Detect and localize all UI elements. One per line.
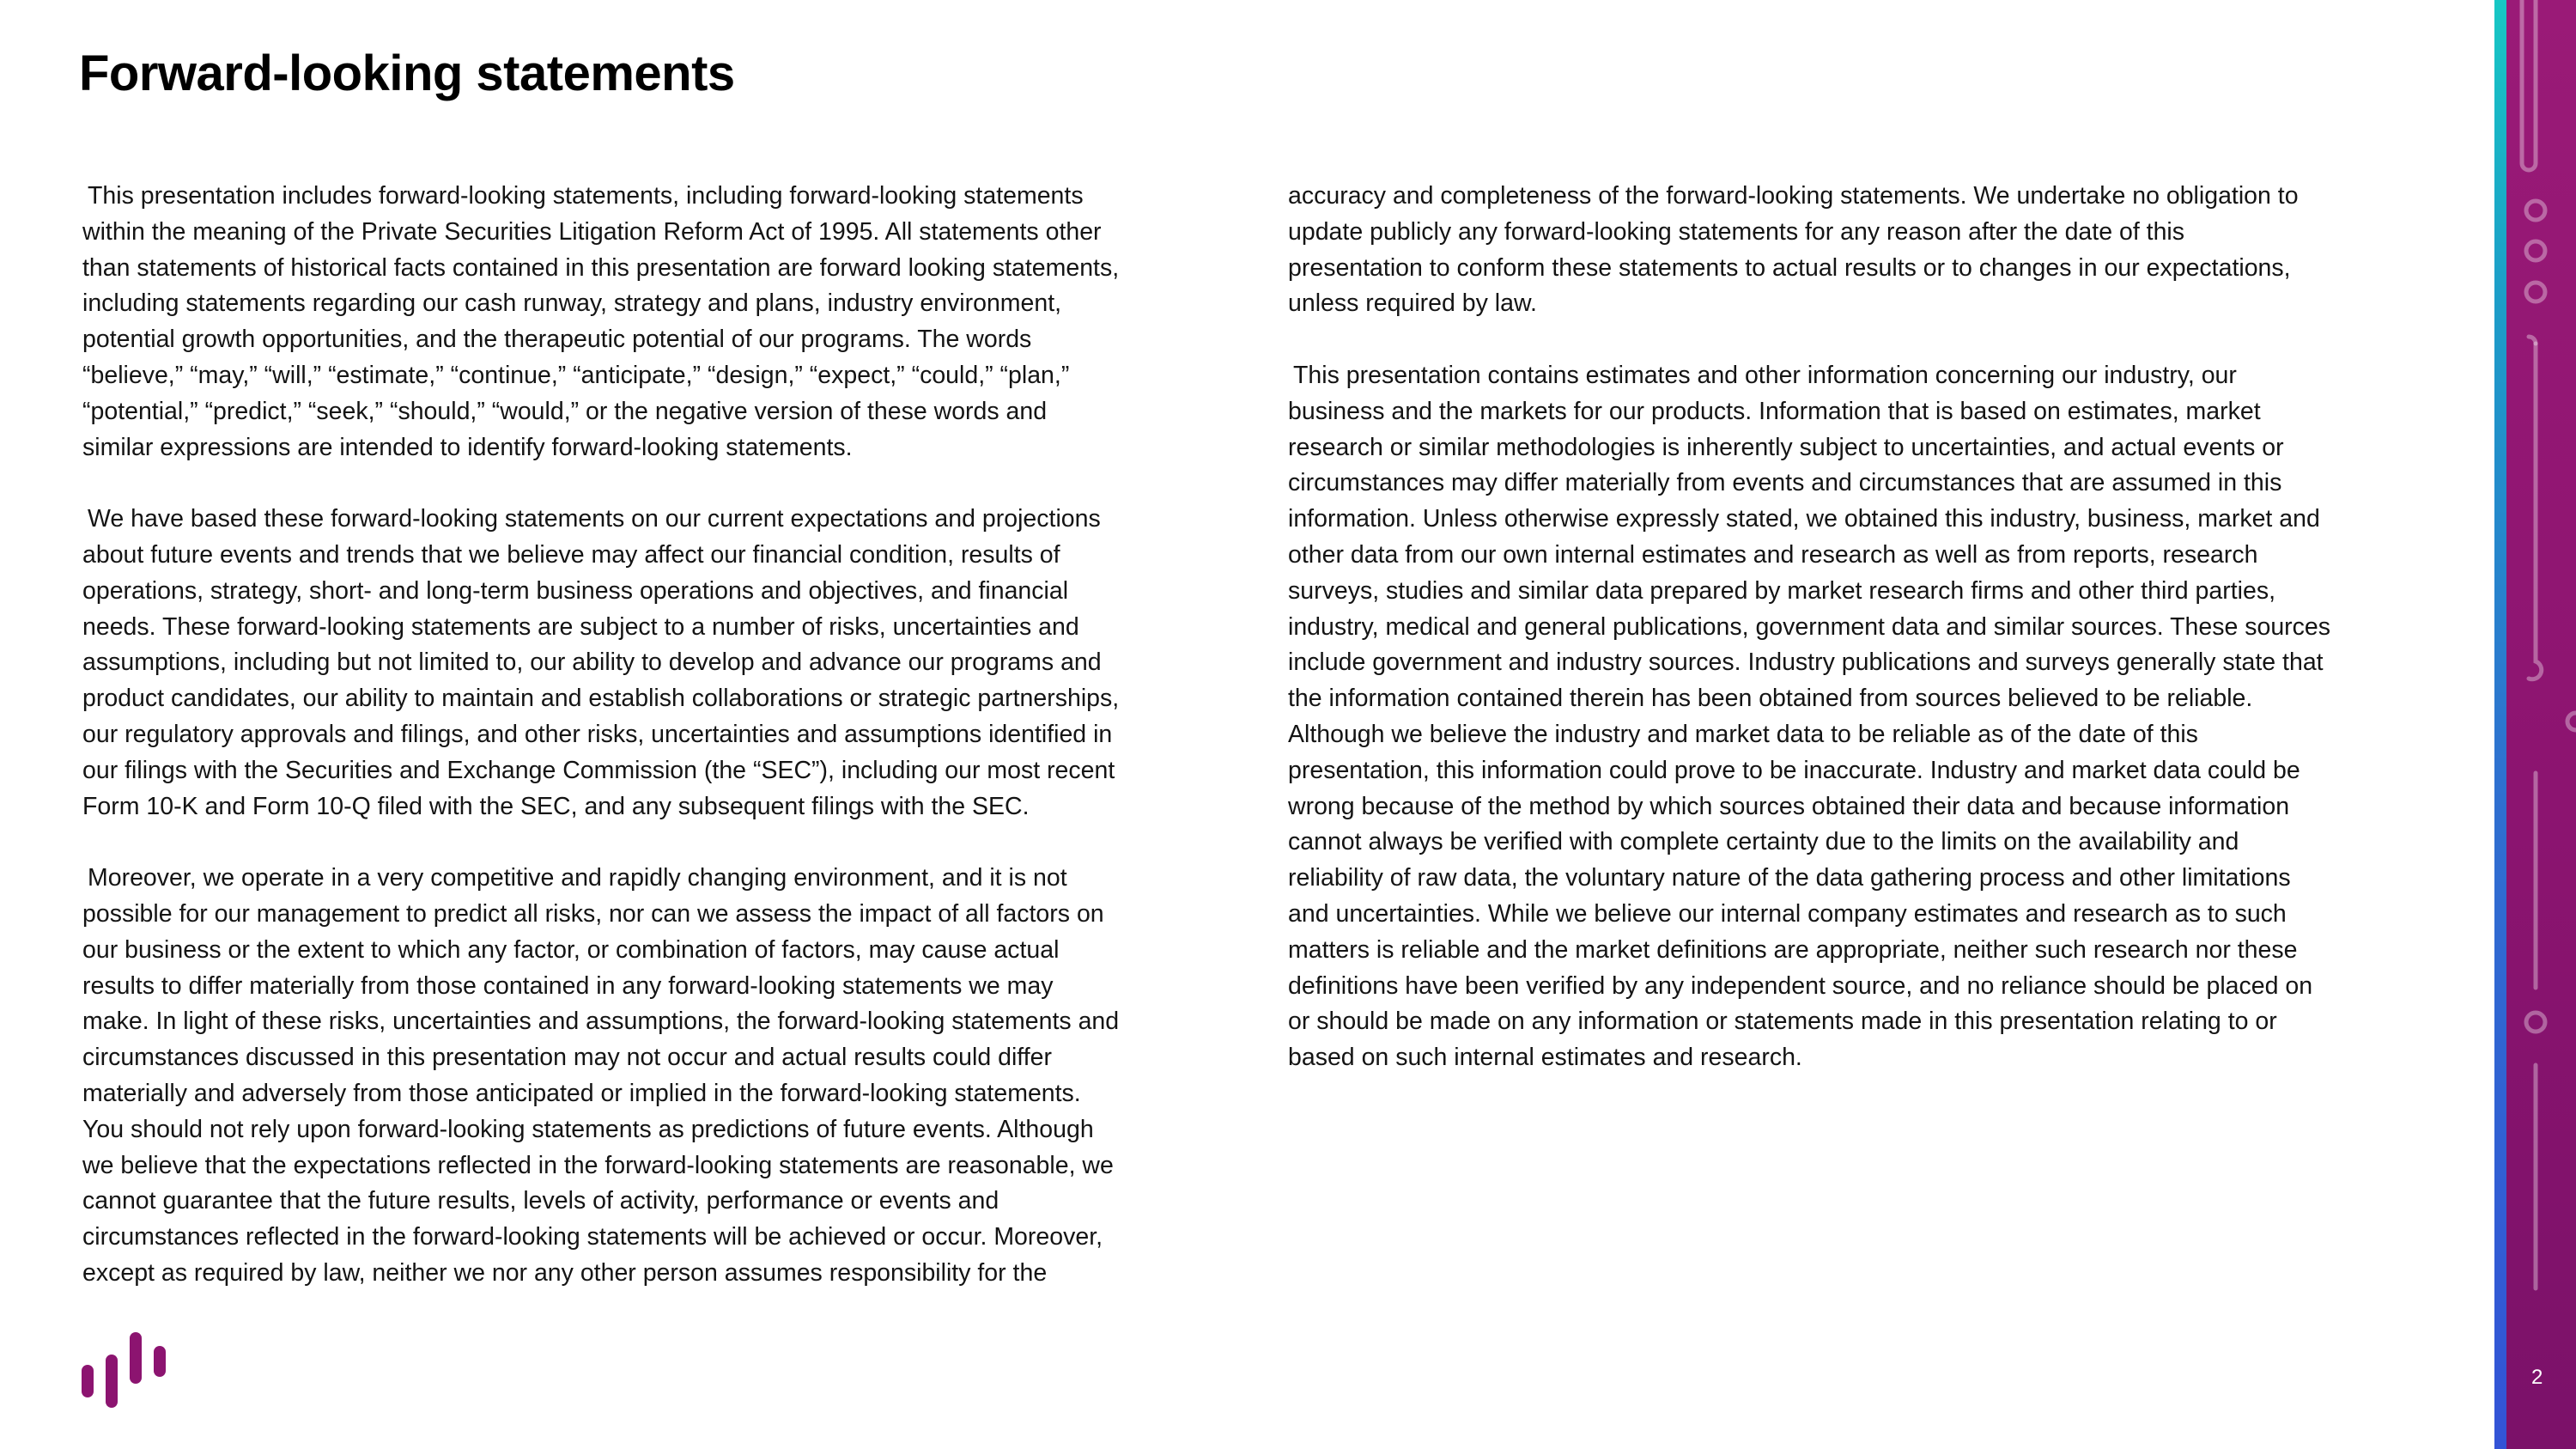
text-line: Although we believe the industry and market data to be reliable as of the date of this: [1288, 720, 2198, 748]
text-line: circumstances may differ materially from events and circumstances that are assumed in this: [1288, 469, 2282, 497]
text-line: needs. These forward-looking statements are subject to a number of risks, uncertainties and: [82, 612, 1079, 641]
band-accent-edge: [2494, 0, 2506, 1449]
text-line: business and the markets for our products. Information that is based on estimates, market: [1288, 397, 2261, 425]
text-line: or should be made on any information or statements made in this presentation relating to or: [1288, 1008, 2277, 1036]
text-line: accuracy and completeness of the forward-looking statements. We undertake no obligation to: [1288, 182, 2299, 210]
text-line: information. Unless otherwise expressly stated, we obtained this industry, business, market and: [1288, 505, 2320, 533]
text-line: except as required by law, neither we nor any other person assumes responsibility for the: [82, 1258, 1048, 1287]
paragraph-environment: [82, 861, 1283, 1292]
text-line: “potential,” “predict,” “seek,” “should,” “would,” or the negative version of these words and: [82, 397, 1048, 425]
text-line: materially and adversely from those anticipated or implied in the forward-looking statements.: [82, 1079, 1081, 1107]
text-line: This presentation contains estimates and other information concerning our industry, our: [1293, 361, 2237, 389]
text-line: we believe that the expectations reflected in the forward-looking statements are reasonable, we: [82, 1151, 1114, 1179]
left-text-column: [82, 179, 1283, 1328]
text-line: definitions have been verified by any independent source, and no reliance should be placed on: [1288, 971, 2313, 1000]
decorative-side-band: [2494, 0, 2576, 1449]
text-line: We have based these forward-looking statements on our current expectations and projections: [88, 505, 1101, 533]
circuit-pattern-icon: [2494, 0, 2576, 1449]
text-line: presentation to conform these statements to actual results or to changes in our expectations,: [1288, 253, 2291, 282]
text-line: other data from our own internal estimates and research as well as from reports, research: [1288, 540, 2258, 569]
text-line: based on such internal estimates and research.: [1288, 1044, 1802, 1072]
text-line: possible for our management to predict all risks, nor can we assess the impact of all factors on: [82, 899, 1104, 928]
text-line: Form 10-K and Form 10-Q filed with the SEC, and any subsequent filings with the SEC.: [82, 792, 1030, 820]
text-line: surveys, studies and similar data prepared by market research firms and other third parties,: [1288, 576, 2276, 605]
text-line: cannot always be verified with complete certainty due to the limits on the availability and: [1288, 828, 2239, 856]
text-line: make. In light of these risks, uncertainties and assumptions, the forward-looking statements and: [82, 1008, 1120, 1036]
text-line: our filings with the Securities and Exchange Commission (the “SEC”), including our most recent: [82, 756, 1115, 784]
text-line: our business or the extent to which any factor, or combination of factors, may cause actual: [82, 935, 1060, 964]
right-text-column: [1288, 179, 2460, 1112]
paragraph-industry-data: [1288, 358, 2460, 1076]
text-line: “believe,” “may,” “will,” “estimate,” “continue,” “anticipate,” “design,” “expect,” “could,” “plan,”: [82, 361, 1070, 389]
text-line: presentation, this information could prove to be inaccurate. Industry and market data could be: [1288, 756, 2300, 784]
text-line: research or similar methodologies is inherently subject to uncertainties, and actual events or: [1288, 433, 2284, 461]
text-line: cannot guarantee that the future results, levels of activity, performance or events and: [82, 1187, 999, 1215]
text-line: assumptions, including but not limited to, our ability to develop and advance our programs and: [82, 648, 1102, 677]
text-line: within the meaning of the Private Securities Litigation Reform Act of 1995. All statements other: [82, 217, 1102, 246]
text-line: potential growth opportunities, and the therapeutic potential of our programs. The words: [82, 326, 1032, 354]
paragraph-continuation: [1288, 179, 2460, 322]
page-number: 2: [2531, 1366, 2543, 1389]
text-line: matters is reliable and the market definitions are appropriate, neither such research nor these: [1288, 935, 2298, 964]
text-line: industry, medical and general publications, government data and similar sources. These sources: [1288, 612, 2331, 641]
text-line: wrong because of the method by which sources obtained their data and because information: [1288, 792, 2290, 820]
text-line: circumstances discussed in this presentation may not occur and actual results could differ: [82, 1044, 1052, 1072]
text-line: than statements of historical facts contained in this presentation are forward looking statements,: [82, 253, 1120, 282]
text-line: This presentation includes forward-looking statements, including forward-looking statements: [88, 182, 1084, 210]
text-line: You should not rely upon forward-looking statements as predictions of future events. Although: [82, 1115, 1094, 1143]
text-line: operations, strategy, short- and long-term business operations and objectives, and financial: [82, 576, 1069, 605]
page-title: Forward-looking statements: [79, 46, 735, 101]
bar-mark-logo-icon: [79, 1330, 173, 1416]
text-line: reliability of raw data, the voluntary nature of the data gathering process and other limitations: [1288, 864, 2291, 892]
text-line: results to differ materially from those contained in any forward-looking statements we may: [82, 971, 1054, 1000]
text-line: about future events and trends that we believe may affect our financial condition, results of: [82, 540, 1060, 569]
text-line: similar expressions are intended to identify forward-looking statements.: [82, 433, 853, 461]
text-line: and uncertainties. While we believe our internal company estimates and research as to such: [1288, 899, 2287, 928]
text-line: the information contained therein has been obtained from sources believed to be reliable.: [1288, 685, 2253, 713]
text-line: including statements regarding our cash runway, strategy and plans, industry environment,: [82, 289, 1062, 318]
text-line: update publicly any forward-looking statements for any reason after the date of this: [1288, 217, 2185, 246]
text-line: unless required by law.: [1288, 289, 1537, 318]
text-line: product candidates, our ability to maintain and establish collaborations or strategic partnerships,: [82, 685, 1120, 713]
paragraph-safe-harbor: [82, 179, 1283, 466]
paragraph-basis: [82, 502, 1283, 825]
text-line: include government and industry sources. Industry publications and surveys generally state that: [1288, 648, 2324, 677]
text-line: circumstances reflected in the forward-looking statements will be achieved or occur. Moreover,: [82, 1223, 1103, 1251]
text-line: our regulatory approvals and filings, and other risks, uncertainties and assumptions identified in: [82, 720, 1113, 748]
text-line: Moreover, we operate in a very competitive and rapidly changing environment, and it is not: [88, 864, 1067, 892]
